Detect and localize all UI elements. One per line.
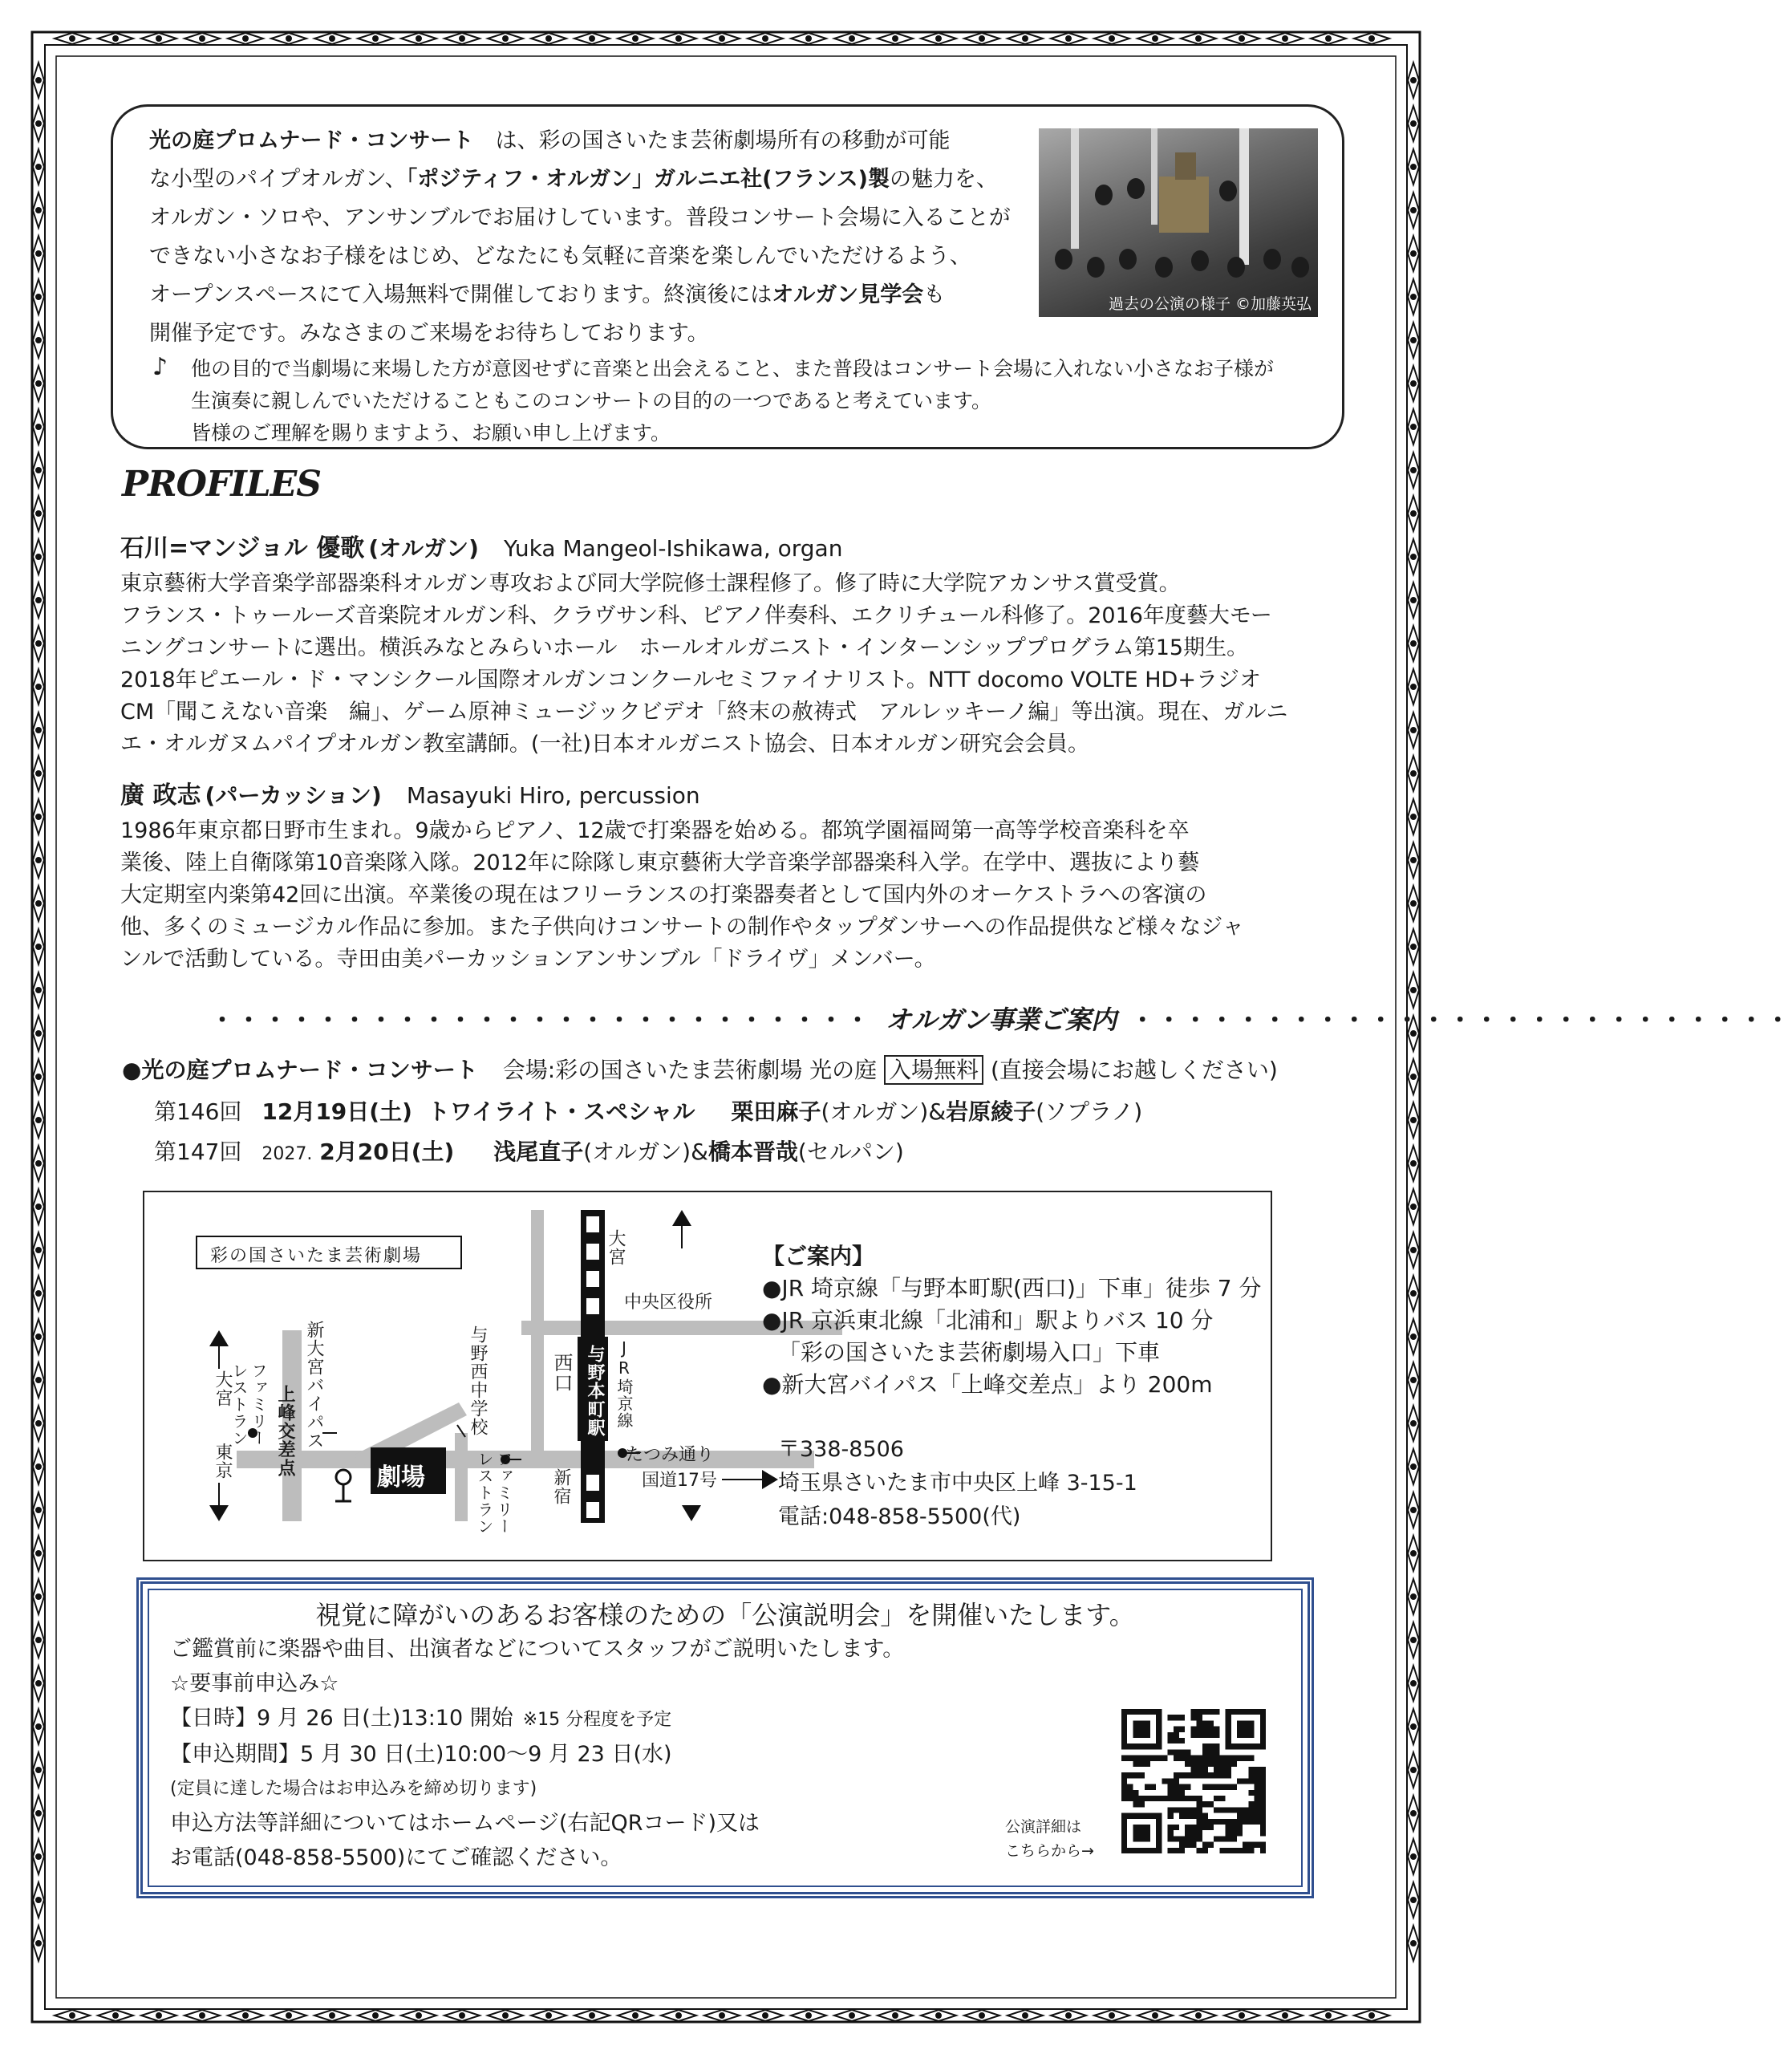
profile-hiro [120,775,1340,976]
intro-line-3: オルガン・ソロや、アンサンブルでお届けしています。普段コンサート会場に入ることが [149,205,1011,230]
briefing-details: ご鑑賞前に楽器や曲目、出演者などについてスタッフがご説明いたします。 ☆要事前申込み☆ 【日時】9 月 26 日(土)13:10 開始 ※15 分程度を予定 【申込期間】5 月 30 日(土)10:00～9 月 23 日(水) (定員に達した場合はお申込みを締め切ります) 申込方法等詳細についてはホームページ(右記QRコード)又は お電話(048-858-5500)にてご確認ください。 [170,1637,905,1870]
profile-ishikawa [120,528,1340,761]
organ-heading: オルガン事業ご案内 [886,1005,1117,1035]
street-address: 埼玉県さいたま市中央区上峰 3-15-1 [778,1471,1137,1496]
map-kamimine: 上峰交差点 [275,1385,295,1477]
map-route17: 国道17号 [642,1471,717,1491]
organ-section-header [210,1000,1792,1037]
divider-dots: ・・・・・・・・・・・・・・・・・・・・・・・・・ [1130,1007,1792,1035]
postal-code: 〒338-8506 [778,1437,904,1462]
profile-name: 石川=マンジョル 優歌 [120,534,365,562]
session-datetime: 【日時】9 月 26 日(土)13:10 開始 [170,1706,513,1731]
map-omiya-left: 大宮 [213,1370,233,1407]
map-family-restaurant-right: ファミリー レストラン [475,1451,513,1535]
map-tokyo: 東京 [213,1443,233,1480]
map-station: 与野本町駅 [585,1345,605,1437]
map-theater-name: 彩の国さいたま芸術劇場 [210,1246,423,1266]
profile-role: (オルガン) [368,535,479,562]
intro-line-1: 光の庭プロムナード・コンサート は、彩の国さいたま芸術劇場所有の移動が可能 [149,128,951,153]
profile-bio: 東京藝術大学音楽学部器楽科オルガン専攻および同大学院修士課程修了。修了時に大学院アカンサス賞受賞。 フランス・トゥールーズ音楽院オルガン科、クラヴサン科、ピアノ伴奏科、エクリチュール科修了。2016年度藝大モー ニングコンサートに選出。横浜みなとみらいホール ホールオルガニスト・インターンシッププログラム第15期生。 2018年ピエール・ド・マンシクール国際オルガンコンクールセミファイナリスト。NTT docomo VOLTE HD+ラジオ CM「聞こえない音楽 編」、ゲーム原神ミュージックビデオ「終末の赦祷式 アルレッキーノ編」等出演。現在、ガルニ エ・オルガヌムパイプオルガン教室講師。(一社)日本オルガニスト協会、日本オルガン研究会会員。 [120,571,1288,757]
divider-dots: ・・・・・・・・・・・・・・・・・・・・・・・・・ [210,1007,872,1035]
profile-name: 廣 政志 [120,781,201,810]
free-entry-badge: 入場無料 [884,1055,983,1085]
map-family-restaurant-left: ファミリー レストラン [229,1362,268,1447]
briefing-title: 視覚に障がいのあるお客様のための「公演説明会」を開催いたします。 [315,1600,1135,1630]
application-period: 【申込期間】5 月 30 日(土)10:00～9 月 23 日(水) [170,1742,672,1767]
venue: 会場:彩の国さいたま芸術劇場 光の庭 [502,1057,878,1083]
organ-name: 「ポジティフ・オルガン」ガルニエ社(フランス)製 [406,167,890,192]
phone: 電話:048-858-5500(代) [778,1504,1021,1529]
intro-line-6: 開催予定です。みなさまのご来場をお待ちしております。 [149,321,709,346]
intro-line-5: オープンスペースにて入場無料で開催しております。終演後にはオルガン見学会も [149,282,946,307]
music-note-icon: ♪ [152,353,168,381]
map-tatsumi: たつみ通り [626,1445,715,1465]
profile-name-en: Yuka Mangeol-Ishikawa, organ [504,535,843,562]
qr-caption: 公演詳細は こちらから→ [1005,1818,1094,1860]
access-guide: 【ご案内】 ●JR 埼京線「与野本町駅(西口)」下車」徒歩 7 分 ●JR 京浜東北線「北浦和」駅よりバス 10 分 「彩の国さいたま芸術劇場入口」下車 ●新大宮バイパス「上峰交差点」より 200m [762,1240,1262,1401]
intro-line-4: できない小さなお子様をはじめ、どなたにも気軽に音楽を楽しんでいただけるよう、 [149,244,971,269]
map-omiya-top: 大宮 [606,1229,626,1266]
concert-photo [1039,128,1318,317]
address-block [778,1433,1137,1534]
map-nishi-guchi: 西口 [550,1353,573,1393]
guide-title: 【ご案内】 [762,1243,875,1269]
profiles-heading: PROFILES [122,464,322,505]
intro-note: ♪ 他の目的で当劇場に来場した方が意図せずに音楽と出会えること、また普段はコンサート会場に入れない小さなお子様が 生演奏に親しんでいただけることもこのコンサートの目的の一つであると考えています。 皆様のご理解を賜りますよう、お願い申し上げます。 [152,353,1275,444]
qr-code[interactable] [1121,1709,1266,1853]
map-shinjuku: 新宿 [551,1468,571,1505]
map-bypass: 新大宮バイパス [304,1321,324,1450]
series-info: ●光の庭プロムナード・コンサート 会場:彩の国さいたま芸術劇場 光の庭 入場無料 (直接会場にお越しください) [122,1057,1278,1083]
access-map [143,1191,1272,1561]
profile-role: (パーカッション) [205,782,382,809]
profile-name-en: Masayuki Hiro, percussion [406,782,700,809]
concert-146: 第146回 12月19日(土) トワイライト・スペシャル 栗田麻子(オルガン)&岩原綾子(ソプラノ) [154,1098,1143,1125]
map-jr-line: JR埼京線 [614,1338,634,1429]
intro-line-2: な小型のパイプオルガン、「ポジティフ・オルガン」ガルニエ社(フランス)製の魅力を、 [149,167,998,192]
profile-bio: 1986年東京都日野市生まれ。9歳からピアノ、12歳で打楽器を始める。都筑学園福岡第一高等学校音楽科を卒 業後、陸上自衛隊第10音楽隊入隊。2012年に除隊し東京藝術大学音楽学部器楽科入学。在学中、選抜により藝 大定期室内楽第42回に出演。卒業後の現在はフリーランスの打楽器奏者として国内外のオーケストラへの客演の 他、多くのミュージカル作品に参加。また子供向けコンサートの制作やタップダンサーへの作品提供など様々なジャ ンルで活動している。寺田由美パーカッションアンサンブル「ドライヴ」メンバー。 [120,818,1244,972]
concert-147: 第147回 2027. 2月20日(土) 浅尾直子(オルガン)&橋本晋哉(セルパン) [154,1139,904,1165]
map-theater-label: 劇場 [377,1463,425,1492]
photo-caption: 過去の公演の様子 ©加藤英弘 [1108,295,1312,313]
map-chuo-ward: 中央区役所 [624,1293,713,1313]
map-yono-school: 与野西中学校 [468,1325,488,1436]
intro-paragraph [149,122,1032,353]
series-title: 光の庭プロムナード・コンサート [141,1057,478,1083]
series-name: 光の庭プロムナード・コンサート [149,128,474,153]
